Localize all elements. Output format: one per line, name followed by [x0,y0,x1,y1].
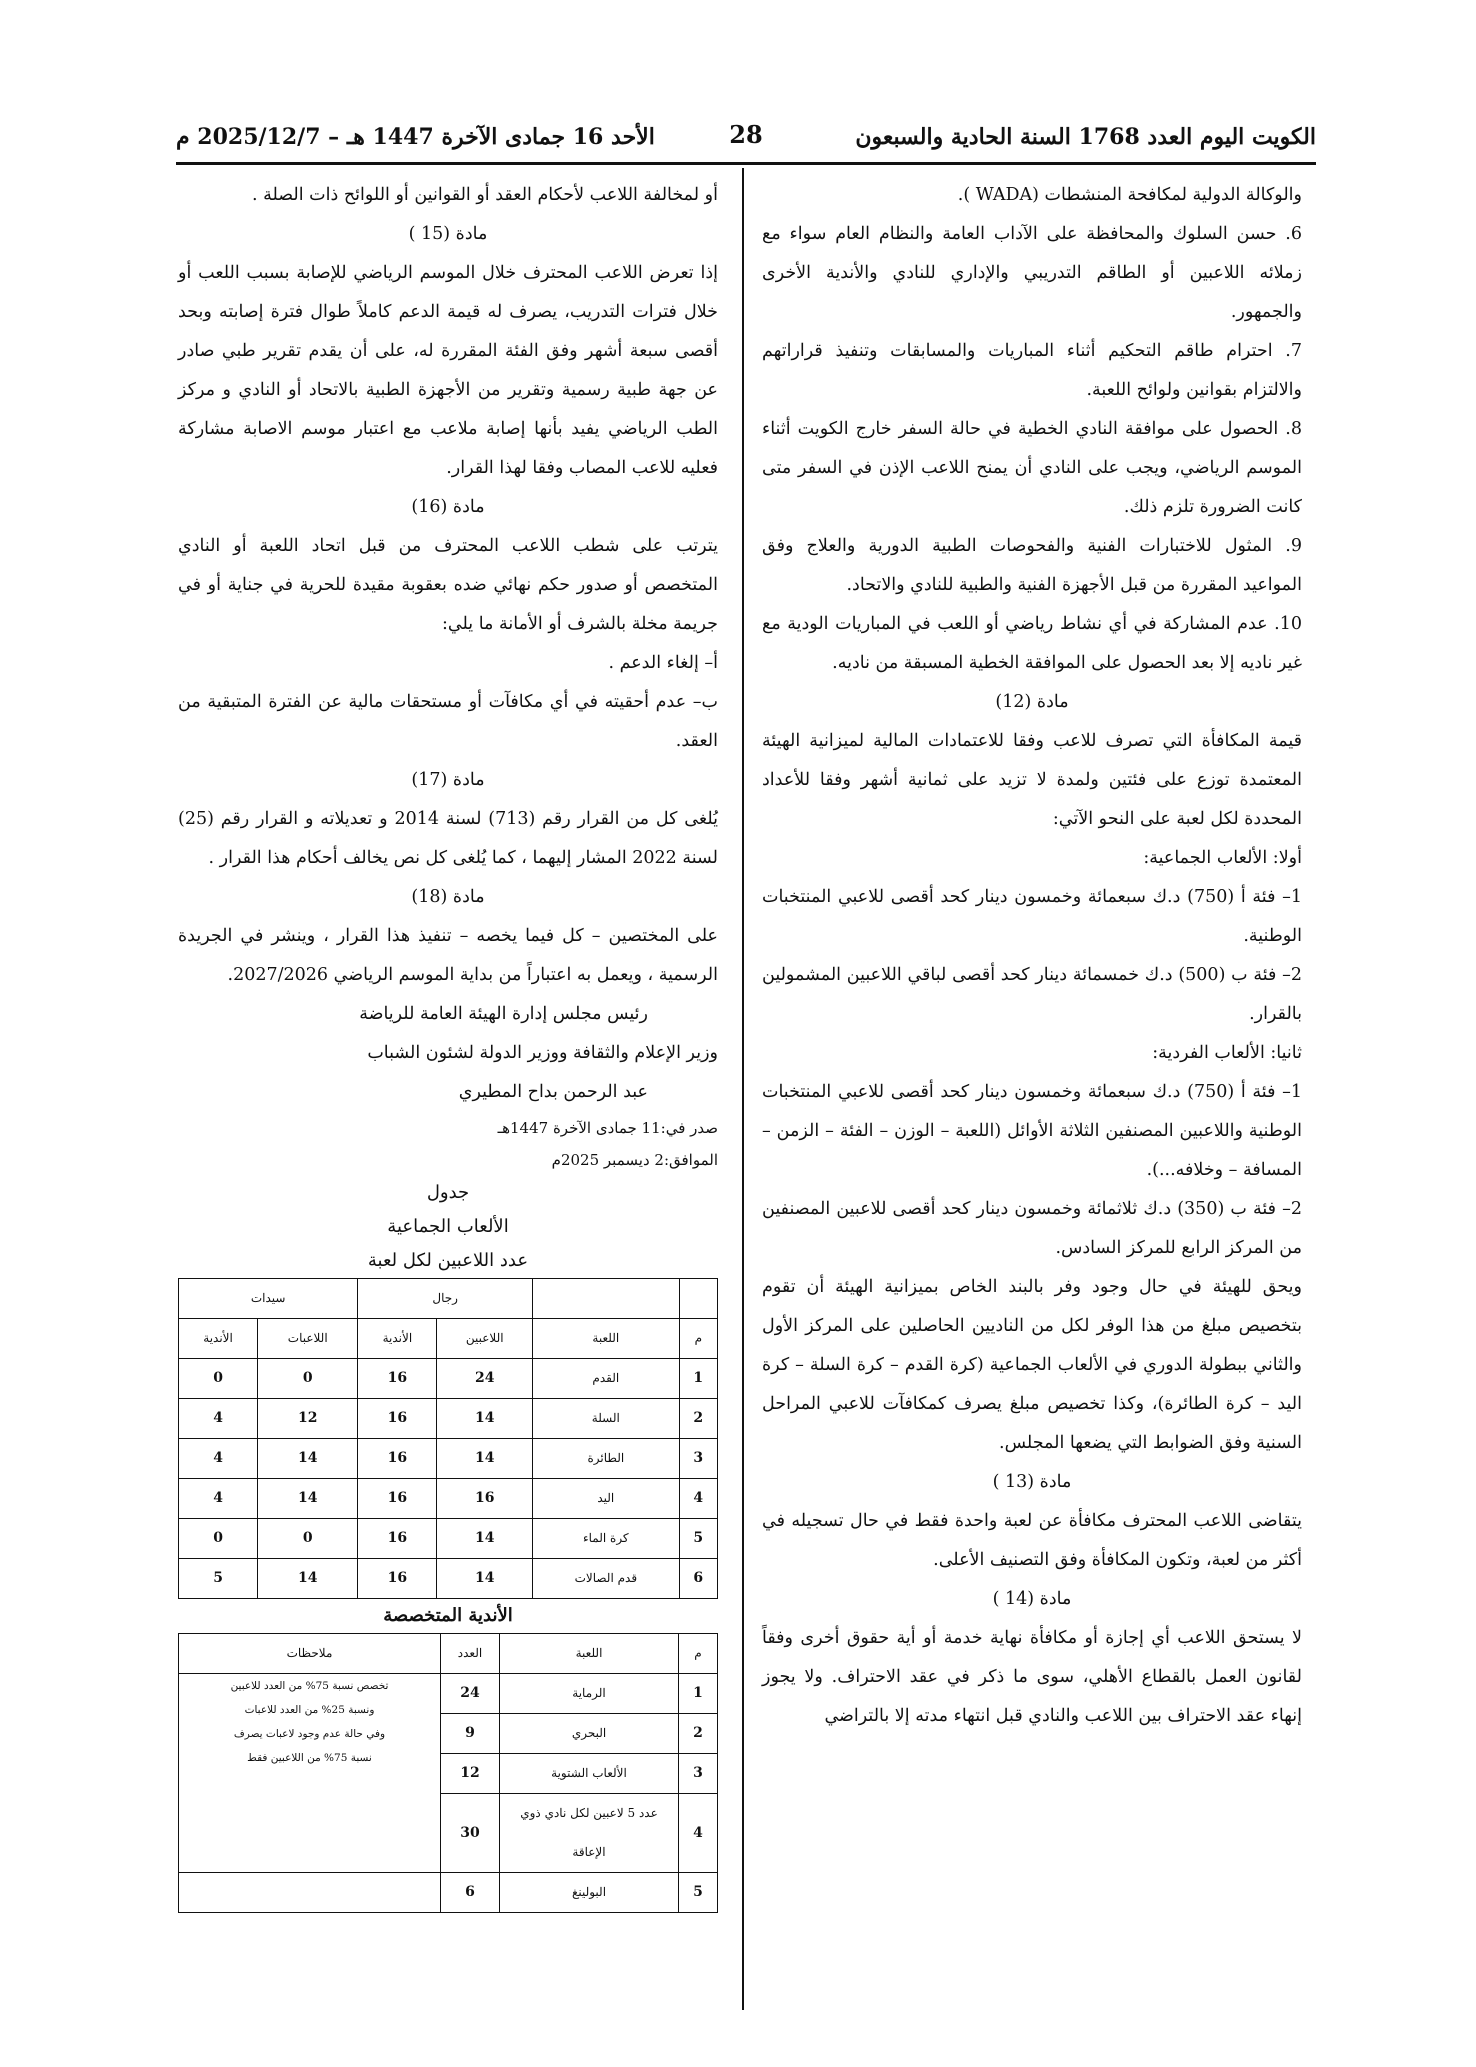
table-cell: 12 [441,1754,500,1794]
table-cell: 12 [258,1399,358,1439]
table-cell: 6 [441,1873,500,1913]
left-column [178,176,718,1913]
note-line: تخصص نسبة 75% من العدد للاعبين [230,1680,389,1692]
individual-category-a: 1– فئة أ (750) د.ك سبعمائة وخمسون دينار كحد أقصى للاعبي المنتخبات الوطنية واللاعبين المصنفين الثلاثة الأوائل (اللعبة – الوزن – الفئة – الزمن – المسافة – وخلافه...). [762,1082,1303,1180]
article-13-heading: مادة (13 ) [992,1472,1072,1492]
article-17-heading: مادة (17) [411,770,485,790]
table-cell: 14 [258,1439,358,1479]
table-cell [179,1873,441,1913]
table-cell: 4 [179,1439,258,1479]
article-18-heading: مادة (18) [411,887,485,907]
table-cell: 14 [258,1559,358,1599]
table-row [179,1674,718,1714]
table-cell: الرماية [500,1674,679,1714]
table-title: جدول [426,1182,470,1203]
item-10: 10. عدم المشاركة في أي نشاط رياضي أو اللعب في المباريات الودية مع غير ناديه إلا بعد الحصول على الموافقة الخطية المسبقة من ناديه. [762,614,1302,673]
table-cell: 4 [179,1479,258,1519]
table-cell: 2 [679,1399,717,1439]
table-header: اللاعبات [258,1319,358,1359]
issued-date: صدر في:11 جمادى الآخرة 1447هـ [497,1119,718,1137]
table-cell: 0 [179,1359,258,1399]
table-cell: 16 [437,1479,533,1519]
column-divider [742,168,744,2010]
table-cell: 3 [679,1754,718,1794]
table-header: الأندية [358,1319,437,1359]
note-line: نسبة 75% من اللاعبين فقط [247,1752,372,1764]
article-15-text: إذا تعرض اللاعب المحترف خلال الموسم الرياضي للإصابة بسبب اللعب أو خلال فترات التدريب، يصرف له قيمة الدعم كاملاً طوال فترة إصابته وبحد أقصى سبعة أشهر وفق الفئة المقررة له، على أن يقدم تقرير طبي صادر عن جهة طبية رسمية وتقرير من الأجهزة الطبية بالاتحاد أو النادي و مركز الطب الرياضي يفيد بأنها إصابة ملاعب مع اعتبار موسم الاصابة مشاركة فعليه للاعب المصاب وفقا لهذا القرار. [178,263,718,478]
table-cell: قدم الصالات [533,1559,680,1599]
table-cell: 6 [679,1559,717,1599]
table-cell: 14 [437,1399,533,1439]
table-cell: 9 [441,1714,500,1754]
individual-category-b: 2– فئة ب (350) د.ك ثلاثمائة وخمسون دينار كحد أقصى للاعبين المصنفين من المركز الرابع للمركز السادس. [762,1199,1302,1258]
signature-title-2: وزير الإعلام والثقافة ووزير الدولة لشئون الشباب [367,1043,718,1063]
men-group-header: رجال [358,1279,533,1319]
article-16-text: يترتب على شطب اللاعب المحترف من قبل اتحاد اللعبة أو النادي المتخصص أو صدور حكم نهائي ضده بعقوبة مقيدة للحرية في جناية أو في جريمة مخلة بالشرف أو الأمانة ما يلي: [178,536,718,634]
table-cell: 1 [679,1674,718,1714]
continuation-text: أو لمخالفة اللاعب لأحكام العقد أو القوانين أو اللوائح ذات الصلة . [251,185,718,205]
table-header: الأندية [179,1319,258,1359]
table-cell: البحري [500,1714,679,1754]
paragraph: والوكالة الدولية لمكافحة المنشطات (WADA ). [957,185,1302,205]
signatory-name: عبد الرحمن بداح المطيري [458,1082,648,1102]
table-header [679,1279,717,1319]
table-cell: البولينغ [500,1873,679,1913]
table-cell: 4 [679,1794,718,1873]
article-18-text: على المختصين – كل فيما يخصه – تنفيذ هذا القرار ، وينشر في الجريدة الرسمية ، ويعمل به اعتباراً من بداية الموسم الرياضي 2027/2026. [178,926,718,985]
item-6: 6. حسن السلوك والمحافظة على الآداب العامة والنظام العام سواء مع زملائه اللاعبين أو الطاقم التدريبي والإداري للنادي والأندية الأخرى والجمهور. [762,224,1302,322]
page-header [176,118,1316,165]
table-cell: القدم [533,1359,680,1399]
table-cell: 0 [258,1519,358,1559]
table-cell: 5 [679,1519,717,1559]
article-14-text: لا يستحق اللاعب أي إجازة أو مكافأة نهاية خدمة أو أية حقوق أخرى وفقاً لقانون العمل بالقطاع الأهلي، سوى ما ذكر في عقد الاحتراف. ولا يجوز إنهاء عقد الاحتراف بين اللاعب والنادي قبل انتهاء مدته إلا بالتراضي [762,1628,1302,1726]
table-cell: عدد 5 لاعبين لكل نادي ذوي الإعاقة [500,1794,679,1873]
women-group-header: سيدات [179,1279,358,1319]
table-cell: الطائرة [533,1439,680,1479]
signature-title-1: رئيس مجلس إدارة الهيئة العامة للرياضة [359,1004,648,1024]
table-cell: 0 [179,1519,258,1559]
table-header: اللاعبين [437,1319,533,1359]
table-header: م [679,1319,717,1359]
table-header: ملاحظات [179,1634,441,1674]
table-row [179,1439,718,1479]
table-row [179,1479,718,1519]
table-row [179,1873,718,1913]
table-header: اللعبة [500,1634,679,1674]
table-row [179,1559,718,1599]
table-cell: 16 [358,1559,437,1599]
article-12-intro: قيمة المكافأة التي تصرف للاعب وفقا للاعتمادات المالية لميزانية الهيئة المعتمدة توزع على فئتين ولمدة لا تزيد على ثمانية أشهر وفقا للأعداد المحددة لكل لعبة على النحو الآتي: [762,731,1302,829]
table-cell: السلة [533,1399,680,1439]
table-cell: 1 [679,1359,717,1399]
note-line: وفي حالة عدم وجود لاعبات يصرف [233,1728,386,1740]
table-cell: 4 [679,1479,717,1519]
table-cell: 16 [358,1519,437,1559]
article-16-heading: مادة (16) [411,497,485,517]
table-cell: 24 [441,1674,500,1714]
table-header [533,1279,680,1319]
table-row [179,1359,718,1399]
header-date: الأحد 16 جمادى الآخرة 1447 هـ – 2025/12/7 م [176,124,655,150]
article-12-heading: مادة (12) [995,692,1069,712]
note-line: ونسبة 25% من العدد للاعبات [244,1704,375,1716]
specialized-clubs-table [178,1633,718,1913]
corresponding-date: الموافق:2 ديسمبر 2025م [551,1151,718,1169]
page-number: 28 [729,120,763,149]
table-cell: 30 [441,1794,500,1873]
table-cell: 0 [258,1359,358,1399]
table-cell: 14 [258,1479,358,1519]
item-8: 8. الحصول على موافقة النادي الخطية في حالة السفر خارج الكويت أثناء الموسم الرياضي، ويجب على النادي أن يمنح اللاعب الإذن في السفر متى كانت الضرورة تلزم ذلك. [762,419,1302,517]
table-cell: 16 [358,1399,437,1439]
individual-games-title: ثانيا: الألعاب الفردية: [1152,1043,1302,1063]
article-13-text: يتقاضى اللاعب المحترف مكافأة عن لعبة واحدة فقط في حال تسجيله في أكثر من لعبة، وتكون المكافأة وفق التصنيف الأعلى. [762,1511,1302,1570]
article-16-item-b: ب– عدم أحقيته في أي مكافآت أو مستحقات مالية عن الفترة المتبقية من العقد. [178,692,718,751]
surplus-paragraph: ويحق للهيئة في حال وجود وفر بالبند الخاص بميزانية الهيئة أن تقوم بتخصيص مبلغ من هذا الوفر لكل من الناديين الحاصلين على المركز الأول والثاني ببطولة الدوري في الألعاب الجماعية (كرة القدم – كرة السلة – كرة اليد – كرة الطائرة)، وكذا تخصيص مبلغ يصرف كمكافآت للاعبي المراحل السنية وفق الضوابط التي يضعها المجلس. [762,1277,1302,1453]
table-caption: عدد اللاعبين لكل لعبة [367,1250,529,1271]
team-games-title: أولا: الألعاب الجماعية: [1143,848,1302,868]
table-cell: 5 [679,1873,718,1913]
table-cell: 14 [437,1439,533,1479]
team-category-a: 1– فئة أ (750) د.ك سبعمائة وخمسون دينار كحد أقصى للاعبي المنتخبات الوطنية. [762,887,1303,946]
table-cell: 14 [437,1559,533,1599]
specialized-clubs-title: الأندية المتخصصة [383,1605,513,1626]
table-row [179,1519,718,1559]
table-cell: 5 [179,1559,258,1599]
table-header: اللعبة [533,1319,680,1359]
article-14-heading: مادة (14 ) [992,1589,1072,1609]
article-17-text: يُلغى كل من القرار رقم (713) لسنة 2014 و تعديلاته و القرار رقم (25) لسنة 2022 المشار إليهما ، كما يُلغى كل نص يخالف أحكام هذا القرار . [178,809,719,868]
article-16-item-a: أ– إلغاء الدعم . [608,653,718,673]
table-cell: 4 [179,1399,258,1439]
team-games-table [178,1278,718,1599]
table-cell: اليد [533,1479,680,1519]
table-cell: 24 [437,1359,533,1399]
table-header: العدد [441,1634,500,1674]
notes-cell [179,1674,441,1873]
table-row [179,1399,718,1439]
article-15-heading: مادة (15 ) [408,224,488,244]
item-7: 7. احترام طاقم التحكيم أثناء المباريات والمسابقات وتنفيذ قراراتهم والالتزام بقوانين ولوائح اللعبة. [762,341,1302,400]
table-header: م [679,1634,718,1674]
table-cell: 3 [679,1439,717,1479]
table-cell: 2 [679,1714,718,1754]
table-cell: 14 [437,1519,533,1559]
table-subtitle: الألعاب الجماعية [387,1216,509,1237]
table-cell: الألعاب الشتوية [500,1754,679,1794]
table-cell: 16 [358,1439,437,1479]
table-cell: كرة الماء [533,1519,680,1559]
team-category-b: 2– فئة ب (500) د.ك خمسمائة دينار كحد أقصى لباقي اللاعبين المشمولين بالقرار. [762,965,1302,1024]
item-9: 9. المثول للاختبارات الفنية والفحوصات الطبية الدورية والعلاج وفق المواعيد المقررة من قبل الأجهزة الفنية والطبية للنادي والاتحاد. [762,536,1302,595]
table-cell: 16 [358,1359,437,1399]
right-column [762,176,1302,1736]
header-publication: الكويت اليوم العدد 1768 السنة الحادية والسبعون [855,124,1316,150]
table-cell: 16 [358,1479,437,1519]
